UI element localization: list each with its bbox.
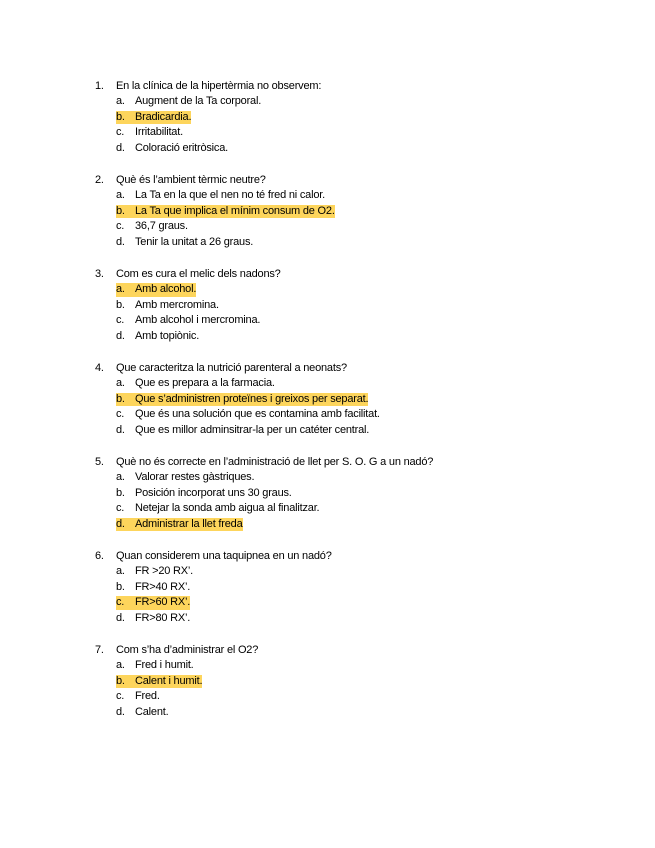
option-text: FR>80 RX’. (135, 611, 191, 624)
option-text: Amb alcohol. (135, 283, 197, 295)
option-a (95, 564, 635, 580)
option-letter: a. (116, 565, 125, 577)
option-text: Que es millor adminsitrar-la per un catéter central. (135, 423, 370, 436)
question-text: En la clínica de la hipertèrmia no observem: (116, 80, 322, 92)
option-letter: c. (116, 502, 125, 515)
option-letter: c. (116, 596, 125, 609)
option-letter: a. (116, 471, 125, 483)
option-text: Valorar restes gàstriques. (135, 471, 255, 483)
question-number: 5. (95, 456, 104, 468)
option-letter: b. (116, 674, 125, 687)
option-d (95, 141, 635, 157)
option-text: Que és una solución que es contamina amb facilitat. (135, 408, 380, 421)
option-b-highlighted (95, 674, 635, 690)
question-number: 1. (95, 80, 104, 92)
question-text: Què és l’ambient tèrmic neutre? (116, 174, 266, 186)
option-a (95, 658, 635, 674)
option-text: Amb alcohol i mercromina. (135, 314, 261, 327)
option-b (95, 580, 635, 596)
question-4 (95, 360, 635, 438)
option-text: FR >20 RX’. (135, 565, 194, 577)
option-letter: c. (116, 690, 125, 703)
option-text: 36,7 graus. (135, 220, 188, 233)
option-c-highlighted (95, 595, 635, 611)
question-1 (95, 78, 635, 156)
question-text: Com es cura el melic dels nadons? (116, 268, 281, 280)
question-number: 2. (95, 174, 104, 186)
option-letter: a. (116, 189, 125, 201)
option-text: Irritabilitat. (135, 126, 183, 139)
question-text: Quan considerem una taquipnea en un nadó? (116, 550, 332, 562)
option-d (95, 235, 635, 251)
option-letter: a. (116, 283, 125, 295)
option-d (95, 611, 635, 627)
question-text: Que caracteritza la nutrició parenteral a neonats? (116, 362, 347, 374)
question-5 (95, 454, 635, 532)
option-text: La Ta en la que el nen no té fred ni calor. (135, 189, 325, 201)
question-text: Com s’ha d’administrar el O2? (116, 644, 259, 656)
option-letter: b. (116, 392, 125, 405)
option-letter: a. (116, 377, 125, 389)
option-c (95, 407, 635, 423)
question-2 (95, 172, 635, 250)
option-text: Augment de la Ta corporal. (135, 95, 262, 107)
option-c (95, 501, 635, 517)
option-text: Que es prepara a la farmacia. (135, 377, 275, 389)
option-b-highlighted (95, 204, 635, 220)
option-letter: d. (116, 329, 125, 342)
option-text: Netejar la sonda amb aigua al finalitzar. (135, 502, 320, 515)
option-text: Que s’administren proteïnes i greixos per separat. (135, 392, 369, 405)
option-c (95, 219, 635, 235)
option-b (95, 486, 635, 502)
option-letter: b. (116, 204, 125, 217)
option-b-highlighted (95, 110, 635, 126)
option-text: Amb mercromina. (135, 298, 219, 311)
option-text: FR>60 RX’. (135, 596, 191, 609)
option-a (95, 94, 635, 110)
option-text: Coloració eritròsica. (135, 141, 229, 154)
option-text: Administrar la llet freda (135, 517, 243, 530)
option-b (95, 298, 635, 314)
option-c (95, 689, 635, 705)
question-6 (95, 548, 635, 626)
option-text: La Ta que implica el mínim consum de O2. (135, 204, 335, 217)
option-c (95, 313, 635, 329)
option-a (95, 470, 635, 486)
question-7 (95, 642, 635, 720)
option-d (95, 423, 635, 439)
option-letter: c. (116, 408, 125, 421)
option-text: Calent. (135, 705, 169, 718)
option-text: Fred i humit. (135, 659, 194, 671)
option-a-highlighted (95, 282, 635, 298)
option-b-highlighted (95, 392, 635, 408)
option-text: Amb topiònic. (135, 329, 200, 342)
option-letter: c. (116, 220, 125, 233)
option-letter: d. (116, 235, 125, 248)
option-letter: d. (116, 517, 125, 530)
option-a (95, 376, 635, 392)
option-text: Tenir la unitat a 26 graus. (135, 235, 254, 248)
option-letter: d. (116, 705, 125, 718)
option-letter: a. (116, 95, 125, 107)
question-text: Què no és correcte en l’administració de llet per S. O. G a un nadó? (116, 456, 434, 468)
option-text: Posición incorporat uns 30 graus. (135, 486, 292, 499)
option-text: Bradicardia. (135, 110, 192, 123)
question-number: 4. (95, 362, 104, 374)
option-letter: b. (116, 580, 125, 593)
option-letter: b. (116, 110, 125, 123)
option-letter: d. (116, 141, 125, 154)
option-c (95, 125, 635, 141)
option-a (95, 188, 635, 204)
option-letter: a. (116, 659, 125, 671)
option-text: Fred. (135, 690, 160, 703)
question-3 (95, 266, 635, 344)
option-letter: c. (116, 126, 125, 139)
option-text: FR>40 RX’. (135, 580, 191, 593)
option-letter: c. (116, 314, 125, 327)
question-number: 3. (95, 268, 104, 280)
question-number: 6. (95, 550, 104, 562)
option-d-highlighted (95, 517, 635, 533)
question-number: 7. (95, 644, 104, 656)
option-d (95, 329, 635, 345)
option-d (95, 705, 635, 721)
option-letter: b. (116, 486, 125, 499)
option-letter: d. (116, 423, 125, 436)
option-text: Calent i humit. (135, 674, 203, 687)
option-letter: d. (116, 611, 125, 624)
option-letter: b. (116, 298, 125, 311)
